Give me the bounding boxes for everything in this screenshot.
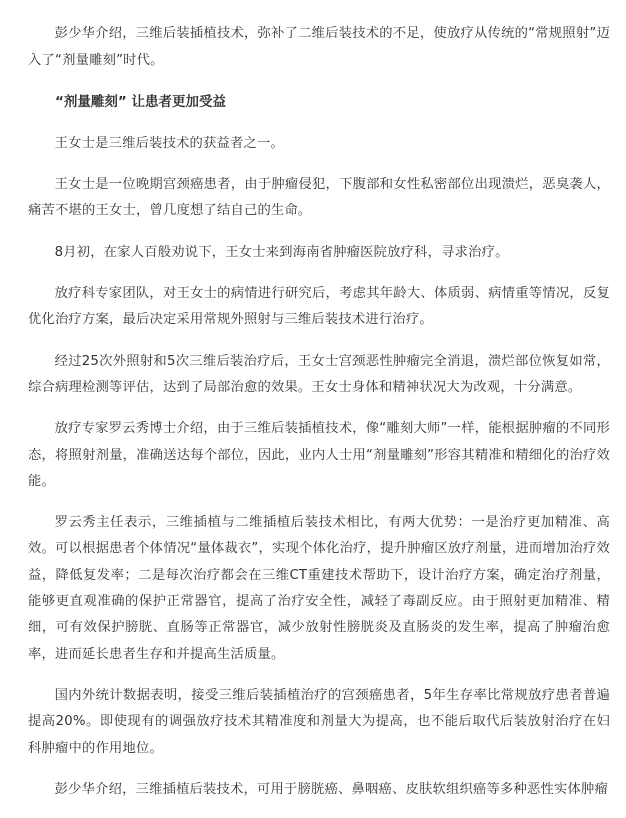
article-subheading: “剂量雕刻” 让患者更加受益 xyxy=(55,93,226,110)
article-paragraph: 王女士是三维后装技术的获益者之一。 xyxy=(54,135,285,151)
article-paragraph xyxy=(28,0,610,6)
article-paragraph: 彭少华介绍，三维插植后装技术，可用于膀胱癌、鼻咽癌、皮肤软组织癌等多种恶性实体肿瘤 xyxy=(54,781,608,797)
article-paragraph: 罗云秀主任表示，三维插植与二维插植后装技术相比，有两大优势：一是治疗更加精准、高效。可以根据患者个体情况“量体裁衣”，实现个体化治疗，提升肿瘤区放疗剂量，进而增加治疗效益，降低复发率；二是每次治疗都会在三维CT重建技术帮助下，设计治疗方案，确定治疗剂量，能够更直观准确的保护正常器官，提高了治疗安全性，减轻了毒副反应。由于照射更加精准、精细，可有效保护膀胱、直肠等正常器官，减少放射性膀胱炎及直肠炎的发生率，提高了肿瘤治愈率，进而延长患者生存和并提高生活质量。 xyxy=(28,515,610,662)
article-paragraph: 放疗科专家团队，对王女士的病情进行研究后，考虑其年龄大、体质弱、病情重等情况，反复优化治疗方案，最后决定采用常规外照射与三维后装技术进行治疗。 xyxy=(28,286,610,328)
article-body xyxy=(28,0,610,818)
article-paragraph: 国内外统计数据表明，接受三维后装插植治疗的宫颈癌患者，5年生存率比常规放疗患者普遍提高20%。即使现有的调强放疗技术其精准度和剂量大为提高，也不能后取代后装放射治疗在妇科肿瘤中的作用地位。 xyxy=(28,687,610,756)
article-paragraph: 彭少华介绍，三维后装插植技术，弥补了二维后装技术的不足，使放疗从传统的“常规照射”迈入了“剂量雕刻”时代。 xyxy=(28,26,610,68)
article-paragraph: 王女士是一位晚期宫颈癌患者，由于肿瘤侵犯，下腹部和女性私密部位出现溃烂，恶臭袭人，痛苦不堪的王女士，曾几度想了结自己的生命。 xyxy=(28,177,610,219)
article-paragraph: 8月初，在家人百般劝说下，王女士来到海南省肿瘤医院放疗科，寻求治疗。 xyxy=(54,244,509,260)
article-paragraph: 放疗专家罗云秀博士介绍，由于三维后装插植技术，像“雕刻大师”一样，能根据肿瘤的不同形态，将照射剂量，准确送达每个部位，因此，业内人士用“剂量雕刻”形容其精准和精细化的治疗效能。 xyxy=(28,421,610,489)
article-paragraph: 经过25次外照射和5次三维后装治疗后，王女士宫颈恶性肿瘤完全消退，溃烂部位恢复如常，综合病理检测等评估，达到了局部治愈的效果。王女士身体和精神状况大为改观，十分满意。 xyxy=(28,353,610,395)
